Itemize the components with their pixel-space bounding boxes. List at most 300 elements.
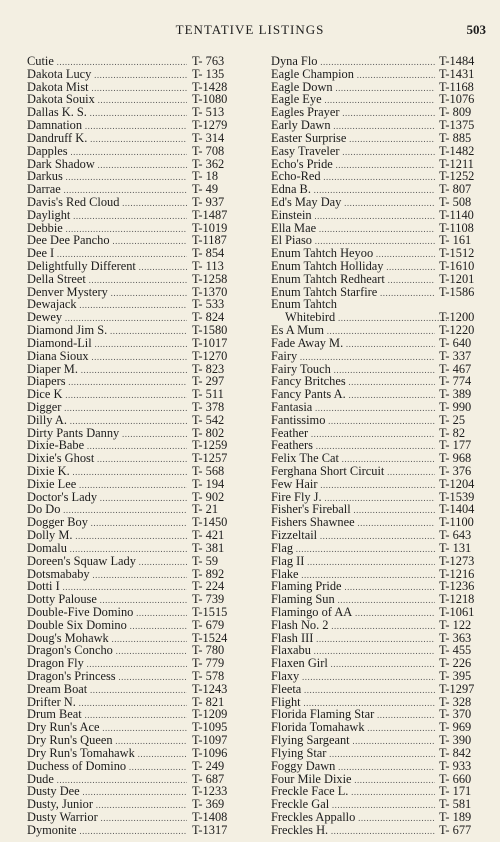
- listing-code: T- 378: [192, 399, 225, 414]
- listing-row: [271, 119, 487, 132]
- listing-name: Flash No. 2 .....: [271, 619, 435, 633]
- listing-name: Eagles Prayer .....: [271, 106, 435, 120]
- listing-name: Dragon Fly .....: [27, 657, 187, 671]
- listing-code: T- 161: [439, 233, 472, 248]
- listing-code: T- 679: [192, 617, 225, 632]
- listing-name: Della Street .....: [27, 273, 187, 287]
- listing-name: Fizzeltail .....: [271, 529, 435, 543]
- listing-name: Doreen's Squaw Lady .....: [27, 555, 187, 569]
- listing-name: Debbie .....: [27, 222, 187, 236]
- listing-code: T- 823: [192, 361, 225, 376]
- listing-row: [27, 119, 235, 132]
- listing-name: Dark Shadow .....: [27, 158, 187, 172]
- listing-code: T- 969: [439, 720, 472, 735]
- listing-row: [27, 619, 235, 632]
- listing-code: T-1482: [439, 143, 475, 158]
- listing-name: Einstein .....: [271, 209, 435, 223]
- listing-code: T- 455: [439, 643, 472, 658]
- listing-row: [27, 555, 235, 568]
- listing-code: T- 968: [439, 451, 472, 466]
- listing-row: [27, 529, 235, 542]
- listing-code: T- 774: [439, 374, 472, 389]
- listing-row: [271, 811, 487, 824]
- listing-row: [271, 55, 487, 68]
- listing-row: [27, 350, 235, 363]
- listing-name: Easter Surprise .....: [271, 132, 435, 146]
- listing-name: Duchess of Domino .....: [27, 760, 187, 774]
- listing-code: T- 369: [192, 797, 225, 812]
- listing-code: T- 937: [192, 194, 225, 209]
- listing-name: Ella Mae .....: [271, 222, 435, 236]
- listing-row: [27, 260, 235, 273]
- left-listing-column: [27, 55, 235, 837]
- listing-code: T- 640: [439, 335, 472, 350]
- page-number: 503: [466, 22, 486, 37]
- listing-code: T- 389: [439, 387, 472, 402]
- listing-code: T- 779: [192, 656, 225, 671]
- listing-row: [27, 132, 235, 145]
- listing-name: Dixie Lee .....: [27, 478, 187, 492]
- listing-name: Fade Away M. .....: [271, 337, 435, 351]
- listing-row: [27, 273, 235, 286]
- listing-code: T- 821: [192, 694, 225, 709]
- listing-code: T-1586: [439, 284, 475, 299]
- listing-row: [27, 734, 235, 747]
- listing-name: Dandruff K. .....: [27, 132, 187, 146]
- listing-row: [271, 683, 487, 696]
- listing-name: Echo's Pride .....: [271, 158, 435, 172]
- listing-name: Double Six Domino .....: [27, 619, 187, 633]
- listing-code: T- 395: [439, 669, 472, 683]
- listing-row: [271, 209, 487, 222]
- listing-name: Dry Run's Queen .....: [27, 734, 187, 748]
- listing-name: Flag II .....: [271, 555, 435, 569]
- listing-name: Fantissimo .....: [271, 414, 435, 428]
- listing-code: T-1515: [192, 604, 228, 619]
- listing-code: T- 370: [439, 707, 472, 722]
- listing-name: Dotti I .....: [27, 580, 187, 594]
- listing-row: [271, 196, 487, 209]
- listing-code: T-1236: [439, 579, 475, 594]
- listing-row: [271, 542, 487, 555]
- listing-code: T-1220: [439, 323, 475, 338]
- listing-name: Cutie .....: [27, 55, 187, 69]
- listing-name: Dakota Lucy .....: [27, 68, 187, 82]
- listing-name: Dolly M. .....: [27, 529, 187, 543]
- listing-code: T-1243: [192, 681, 228, 696]
- listing-name: Enum Tahtch Holliday .....: [271, 260, 435, 274]
- listing-code: T- 467: [439, 361, 472, 376]
- listing-name: Flag .....: [271, 542, 435, 556]
- listing-code: T-1270: [192, 348, 228, 363]
- listing-row: [271, 273, 487, 286]
- listing-name: Domalu .....: [27, 542, 187, 556]
- listing-code: T-1297: [439, 681, 475, 696]
- listing-name: El Piaso .....: [271, 234, 435, 248]
- listing-name: Dapples .....: [27, 145, 187, 159]
- listing-code: T- 643: [439, 528, 472, 543]
- listing-name: Flying Sargeant .....: [271, 734, 435, 748]
- listing-code: T- 18: [192, 169, 219, 184]
- listing-row: [271, 747, 487, 760]
- listing-name: Fantasia .....: [271, 401, 435, 415]
- listing-name: Dee I .....: [27, 247, 187, 261]
- listing-name: Flying Star .....: [271, 747, 435, 761]
- listing-name: Feathers .....: [271, 439, 435, 453]
- listing-code: T- 131: [439, 540, 472, 555]
- right-listing-column: [271, 55, 487, 837]
- listing-code: T-1168: [439, 79, 474, 94]
- listing-code: T- 113: [192, 259, 224, 273]
- listing-row: [271, 734, 487, 747]
- listing-code: T-1279: [192, 118, 228, 133]
- listing-row: [271, 619, 487, 632]
- listing-row: [27, 209, 235, 222]
- listing-name: Dragon's Princess .....: [27, 670, 187, 684]
- listing-row: [27, 670, 235, 683]
- listing-code: T-1080: [192, 92, 228, 107]
- listing-name: Enum Tahtch Redheart .....: [271, 273, 435, 287]
- listing-name: Florida Tomahawk .....: [271, 721, 435, 735]
- listing-code: T-1216: [439, 566, 475, 581]
- listing-code: T-1108: [439, 220, 474, 235]
- listing-code: T- 82: [439, 425, 466, 440]
- listing-row: [271, 337, 487, 350]
- listing-name: Fairy .....: [271, 350, 435, 364]
- listing-code: T-1204: [439, 476, 475, 491]
- listing-row: [27, 414, 235, 427]
- listing-name: Flash III .....: [271, 632, 435, 646]
- listing-name: Dyna Flo .....: [271, 55, 435, 69]
- listing-code: T- 249: [192, 758, 225, 773]
- listing-code: T- 708: [192, 143, 225, 158]
- listing-name: Dude .....: [27, 773, 187, 787]
- listing-name: Drum Beat .....: [27, 708, 187, 722]
- listing-name: Diamond-Lil .....: [27, 337, 187, 351]
- listing-name: Dream Boat .....: [27, 683, 187, 697]
- listing-code: T-1218: [439, 592, 475, 607]
- listing-code: T- 533: [192, 297, 225, 312]
- listing-name: Darrae .....: [27, 183, 187, 197]
- listing-name: Enum Tahtch Heyoo .....: [271, 247, 435, 261]
- listing-row: [271, 529, 487, 542]
- listing-code: T-1539: [439, 489, 475, 504]
- listing-code: T-1428: [192, 79, 228, 94]
- listing-name: Ed's May Day .....: [271, 196, 435, 210]
- listing-row: [271, 760, 487, 773]
- listing-code: T- 802: [192, 425, 225, 440]
- listing-name: Flaxen Girl .....: [271, 657, 435, 671]
- listing-code: T-1273: [439, 553, 475, 568]
- listing-code: T- 687: [192, 771, 225, 786]
- listing-row: [271, 465, 487, 478]
- listing-code: T- 171: [439, 784, 472, 799]
- listing-code: T-1095: [192, 720, 228, 735]
- listing-code: T- 739: [192, 592, 225, 607]
- listing-name: Delightfully Different .....: [27, 260, 187, 274]
- page-title: TENTATIVE LISTINGS: [175, 22, 325, 37]
- listing-name: Four Mile Dixie .....: [271, 773, 435, 787]
- listing-name: Dakota Souix .....: [27, 93, 187, 107]
- listing-row: [27, 760, 235, 773]
- listing-code: T- 135: [192, 66, 225, 81]
- listing-row: [271, 350, 487, 363]
- listing-code: T- 21: [192, 502, 219, 517]
- listing-name: Fancy Britches .....: [271, 375, 435, 389]
- listing-row: [27, 337, 235, 350]
- listing-code: T- 224: [192, 579, 225, 594]
- listing-code: T- 660: [439, 771, 472, 786]
- listing-name: Freckles H. .....: [271, 824, 435, 838]
- listing-name: Flight .....: [271, 696, 435, 710]
- listing-name: Flake .....: [271, 568, 435, 582]
- listing-name: Dotsmababy .....: [27, 568, 187, 582]
- listing-code: T-1019: [192, 220, 228, 235]
- listing-name: Flaxabu .....: [271, 644, 435, 658]
- listing-code: T- 25: [439, 412, 466, 427]
- listing-code: T- 677: [439, 822, 472, 837]
- listing-row: [271, 824, 487, 837]
- listing-code: T- 807: [439, 182, 472, 197]
- listing-name: Echo-Red .....: [271, 170, 435, 184]
- listing-name: Flaming Sun .....: [271, 593, 435, 607]
- listing-code: T-1484: [439, 54, 475, 68]
- listing-row: [27, 465, 235, 478]
- listing-name: Dice K .....: [27, 388, 187, 402]
- listing-code: T-1100: [439, 515, 474, 530]
- listing-code: T- 513: [192, 105, 225, 120]
- listing-name: Do Do .....: [27, 503, 187, 517]
- listing-name: Dotty Palouse .....: [27, 593, 187, 607]
- listing-name: Felix The Cat .....: [271, 452, 435, 466]
- listing-code: T- 381: [192, 540, 225, 555]
- listing-name: Enum Tahtch: [271, 298, 338, 312]
- listing-name: Eagle Down .....: [271, 81, 435, 95]
- listing-code: T- 314: [192, 130, 225, 145]
- listing-code: T- 885: [439, 130, 472, 145]
- listing-code: T-1211: [439, 156, 474, 171]
- listing-code: T-1404: [439, 502, 475, 517]
- listing-name: Dilly A. .....: [27, 414, 187, 428]
- listing-code: T- 363: [439, 630, 472, 645]
- listing-code: T-1209: [192, 707, 228, 722]
- listing-code: T-1097: [192, 733, 228, 748]
- listing-code: T- 194: [192, 476, 225, 491]
- listing-row: [271, 555, 487, 568]
- listing-code: T- 337: [439, 348, 472, 363]
- listing-code: T-1450: [192, 515, 228, 530]
- listing-row: [27, 606, 235, 619]
- listing-row: [271, 478, 487, 491]
- listing-code: T-1487: [192, 207, 228, 222]
- listing-name: Double-Five Domino .....: [27, 606, 187, 620]
- listing-name: Dogger Boy .....: [27, 516, 187, 530]
- listing-name: Diaper M. .....: [27, 363, 187, 377]
- listing-name: Dallas K. S. .....: [27, 106, 187, 120]
- listing-row: [271, 324, 487, 337]
- listing-name: Fleeta .....: [271, 683, 435, 697]
- listing-name: Fisher's Fireball .....: [271, 503, 435, 517]
- listing-name: Whitebird .....: [271, 311, 449, 325]
- listing-row: [271, 145, 487, 158]
- listing-code: T-1408: [192, 809, 228, 824]
- listing-name: Dusty Warrior .....: [27, 811, 187, 825]
- listing-row: [27, 145, 235, 158]
- listing-code: T- 421: [192, 528, 225, 543]
- listing-code: T- 578: [192, 669, 225, 683]
- listing-row: [27, 824, 235, 837]
- listing-name: Ferghana Short Circuit .....: [271, 465, 435, 479]
- listing-name: Dry Run's Ace .....: [27, 721, 187, 735]
- listing-name: Dragon's Concho .....: [27, 644, 187, 658]
- listing-name: Edna B. .....: [271, 183, 435, 197]
- listing-code: T- 933: [439, 758, 472, 773]
- listing-row: [271, 401, 487, 414]
- listing-name: Freckle Face L. .....: [271, 785, 435, 799]
- listing-row: [27, 55, 235, 68]
- listing-name: Diana Sioux .....: [27, 350, 187, 364]
- listing-name: Fairy Touch .....: [271, 363, 435, 377]
- listing-code: T- 581: [439, 797, 472, 812]
- listing-name: Dymonite .....: [27, 824, 187, 838]
- listing-name: Denver Mystery .....: [27, 286, 187, 300]
- listing-code: T-1512: [439, 246, 475, 261]
- listing-code: T- 390: [439, 733, 472, 748]
- listing-code: T-1061: [439, 604, 475, 619]
- listing-name: Dry Run's Tomahawk .....: [27, 747, 187, 761]
- listing-row: [271, 68, 487, 81]
- listing-name: Dee Dee Pancho .....: [27, 234, 187, 248]
- listing-code: T- 809: [439, 105, 472, 120]
- listing-code: T-1076: [439, 92, 475, 107]
- listing-code: T- 902: [192, 489, 225, 504]
- listing-row: [271, 414, 487, 427]
- listing-row: [27, 811, 235, 824]
- listing-row: [271, 286, 487, 299]
- listing-code: T-1431: [439, 66, 475, 81]
- listing-name: Eagle Champion .....: [271, 68, 435, 82]
- listing-code: T-1140: [439, 207, 474, 222]
- listing-name: Darkus .....: [27, 170, 187, 184]
- listing-row: [27, 196, 235, 209]
- listing-name: Drifter N. .....: [27, 696, 187, 710]
- listing-name: Freckles Appallo .....: [271, 811, 435, 825]
- listing-code: T- 508: [439, 194, 472, 209]
- listing-name: Flaming Pride .....: [271, 580, 435, 594]
- listing-code: T- 226: [439, 656, 472, 671]
- listing-name: Florida Flaming Star .....: [271, 708, 435, 722]
- listing-code: T-1233: [192, 784, 228, 799]
- listing-code: T- 990: [439, 399, 472, 414]
- listing-name: Dixie-Babe .....: [27, 439, 187, 453]
- listing-code: T- 59: [192, 553, 219, 568]
- listing-name: Foggy Dawn .....: [271, 760, 435, 774]
- listing-name: Few Hair .....: [271, 478, 435, 492]
- listing-code: T- 842: [439, 745, 472, 760]
- listing-code: T- 511: [192, 387, 224, 402]
- listing-code: T-1580: [192, 323, 228, 338]
- listing-row: [27, 683, 235, 696]
- listing-name: Feather .....: [271, 427, 435, 441]
- listing-row: [271, 132, 487, 145]
- listing-row: [27, 324, 235, 337]
- listing-name: Diamond Jim S. .....: [27, 324, 187, 338]
- listing-name: Damnation .....: [27, 119, 187, 133]
- listing-name: Dixie's Ghost .....: [27, 452, 187, 466]
- listing-code: T- 122: [439, 617, 472, 632]
- listing-name: Digger .....: [27, 401, 187, 415]
- listing-code: T-1187: [192, 233, 227, 248]
- listing-name: Dakota Mist .....: [27, 81, 187, 95]
- page-header: [0, 22, 500, 40]
- listing-code: T-1258: [192, 271, 228, 286]
- listing-code: T-1017: [192, 335, 228, 350]
- listing-code: T-1200: [439, 310, 475, 325]
- listing-name: Dusty, Junior .....: [27, 798, 187, 812]
- listing-row: [27, 68, 235, 81]
- listing-code: T- 362: [192, 156, 225, 171]
- listing-name: Es A Mum .....: [271, 324, 435, 338]
- listing-name: Flamingo of AA .....: [271, 606, 435, 620]
- listing-code: T- 49: [192, 182, 219, 197]
- listing-name: Diapers .....: [27, 375, 187, 389]
- listing-code: T-1096: [192, 745, 228, 760]
- listing-code: T-1259: [192, 438, 228, 453]
- listing-code: T- 780: [192, 643, 225, 658]
- listing-name: Dirty Pants Danny .....: [27, 427, 187, 441]
- listing-name: Doug's Mohawk .....: [27, 632, 187, 646]
- listing-code: T-1201: [439, 271, 475, 286]
- listing-code: T- 763: [192, 54, 225, 68]
- listing-name: Flaxy .....: [271, 670, 435, 684]
- listing-row: [27, 542, 235, 555]
- listing-name: Dixie K. .....: [27, 465, 187, 479]
- listing-name: Early Dawn .....: [271, 119, 435, 133]
- listing-name: Dusty Dee .....: [27, 785, 187, 799]
- listing-code: T- 376: [439, 464, 472, 478]
- listing-name: Fancy Pants A. .....: [271, 388, 435, 402]
- listing-name: Fishers Shawnee .....: [271, 516, 435, 530]
- listing-code: T-1252: [439, 169, 475, 184]
- listing-code: T-1370: [192, 284, 228, 299]
- listing-row: [271, 606, 487, 619]
- listing-code: T- 328: [439, 694, 472, 709]
- listing-code: T- 297: [192, 374, 225, 389]
- listing-name: Daylight .....: [27, 209, 187, 223]
- listing-code: T- 177: [439, 438, 472, 453]
- listing-code: T- 568: [192, 464, 225, 478]
- listing-row: [27, 478, 235, 491]
- listing-row: [27, 401, 235, 414]
- listing-code: T-1257: [192, 451, 228, 466]
- listing-name: Enum Tahtch Starfire .....: [271, 286, 435, 300]
- listing-code: T-1524: [192, 630, 228, 645]
- listing-name: Easy Traveler .....: [271, 145, 435, 159]
- listing-row: [271, 260, 487, 273]
- listing-code: T- 854: [192, 246, 225, 261]
- listing-name: Dewey .....: [27, 311, 187, 325]
- listing-name: Freckle Gal .....: [271, 798, 435, 812]
- listing-row: [27, 747, 235, 760]
- listing-name: Eagle Eye .....: [271, 93, 435, 107]
- listing-code: T-1375: [439, 118, 475, 133]
- listing-code: T-1610: [439, 259, 475, 273]
- listing-code: T- 824: [192, 310, 225, 325]
- listing-code: T- 542: [192, 412, 225, 427]
- listing-name: Fire Fly J. .....: [271, 491, 435, 505]
- listing-code: T- 892: [192, 566, 225, 581]
- listing-code: T-1317: [192, 822, 228, 837]
